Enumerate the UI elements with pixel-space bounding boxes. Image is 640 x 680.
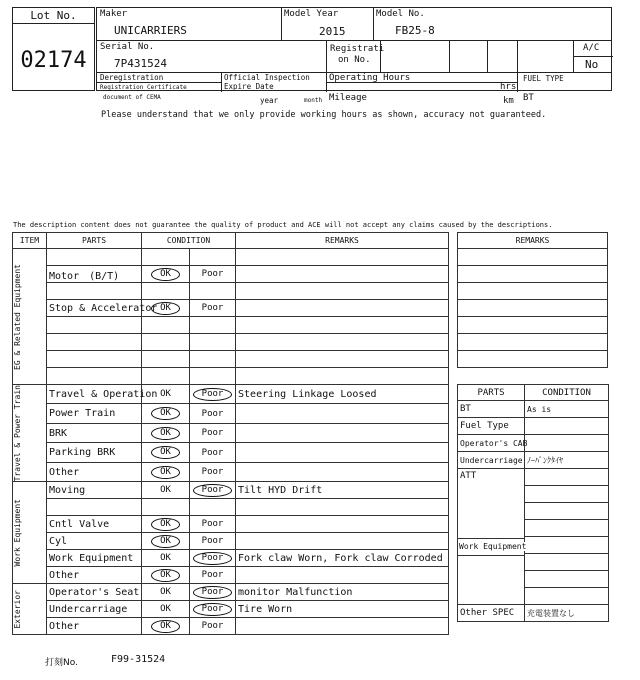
part-cell: Power Train (47, 404, 142, 423)
poor-mark: Poor (201, 269, 224, 279)
ok-mark: OK (160, 389, 171, 400)
table-row (13, 334, 449, 351)
ok-mark: OK (151, 407, 180, 420)
fuel-type-value: BT (523, 93, 534, 103)
poor-mark: Poor (201, 447, 224, 458)
item-group-label: Exterior (13, 590, 22, 629)
table-row (13, 601, 449, 618)
parts-box-other-spec (457, 604, 609, 622)
ok-mark: OK (151, 518, 180, 531)
ac-label: A/C (583, 43, 600, 53)
poor-mark: Poor (201, 428, 224, 439)
poor-mark: Poor (201, 408, 224, 419)
parts-box-condition (525, 435, 609, 452)
table-row (13, 482, 449, 499)
lot-box (12, 7, 95, 91)
remarks-header: REMARKS (236, 233, 449, 249)
table-row (13, 567, 449, 584)
cema-label: document of CEMA (103, 94, 161, 101)
remark-cell: Tire Worn (236, 601, 449, 618)
part-cell: Travel & Operation (47, 385, 142, 404)
remark-cell: Steering Linkage Loosed (236, 385, 449, 404)
parts-box (457, 384, 609, 605)
ok-mark: OK (160, 587, 171, 598)
part-cell: Motor (B/T) (47, 266, 142, 283)
operating-hours-label: Operating Hours (329, 73, 411, 83)
parts-box-part: Undercarriage (458, 452, 525, 469)
poor-mark: Poor (193, 603, 233, 616)
part-cell (47, 283, 142, 300)
parts-box-parts-header: PARTS (458, 385, 525, 401)
part-cell: BRK (47, 423, 142, 442)
serial-value: 7P431524 (114, 57, 167, 70)
part-cell: Parking BRK (47, 443, 142, 462)
stamp-value: F99-31524 (111, 654, 166, 665)
remark-cell (236, 516, 449, 533)
part-cell: Moving (47, 482, 142, 499)
poor-mark: Poor (193, 552, 233, 565)
registration-label: Registrati (330, 44, 385, 54)
official-inspection-label: Official Inspection (224, 73, 310, 82)
table-row (13, 516, 449, 533)
remark-cell (236, 618, 449, 635)
part-cell (47, 317, 142, 334)
parts-box-part: Fuel Type (458, 418, 525, 435)
part-cell (47, 351, 142, 368)
part-cell: Cntl Valve (47, 516, 142, 533)
parts-box-part: BT (458, 401, 525, 418)
registration-label-2: on No. (338, 55, 371, 65)
header-grid (96, 7, 612, 106)
poor-mark: Poor (193, 388, 233, 401)
remark-cell: monitor Malfunction (236, 584, 449, 601)
table-row (13, 317, 449, 334)
remarks-box-header: REMARKS (458, 233, 608, 249)
parts-box-condition (525, 418, 609, 435)
poor-mark: Poor (201, 570, 224, 581)
model-year-value: 2015 (319, 25, 346, 38)
remark-cell (236, 423, 449, 442)
item-group-label: Travel & Power Train (13, 385, 22, 482)
ok-mark: OK (160, 553, 171, 564)
table-row (13, 618, 449, 635)
table-row (13, 351, 449, 368)
part-cell: Undercarriage (47, 601, 142, 618)
ok-mark: OK (160, 604, 171, 615)
table-row (13, 249, 449, 266)
year-label: year (260, 96, 279, 105)
maker-value: UNICARRIERS (114, 24, 187, 37)
hrs-label: hrs (500, 82, 517, 92)
km-label: km (503, 96, 514, 106)
parts-box-part: Other SPEC (458, 605, 525, 622)
stamp-label: 打刻No. (45, 658, 78, 668)
table-row (13, 283, 449, 300)
ok-mark: OK (151, 535, 180, 548)
remark-cell (236, 443, 449, 462)
table-row (13, 385, 449, 404)
part-cell: Other (47, 618, 142, 635)
table-row (13, 300, 449, 317)
remark-cell (236, 351, 449, 368)
parts-box-condition-header: CONDITION (525, 385, 609, 401)
part-cell: Work Equipment (47, 550, 142, 567)
parts-box-condition (525, 469, 609, 486)
table-row (13, 533, 449, 550)
ok-mark: OK (151, 427, 180, 440)
part-cell (47, 368, 142, 385)
poor-mark: Poor (201, 303, 224, 313)
table-row (13, 462, 449, 482)
remarks-box (457, 232, 608, 368)
ok-mark: OK (151, 302, 180, 315)
expire-date-label: Expire Date (224, 82, 274, 91)
remark-cell (236, 300, 449, 317)
poor-mark: Poor (201, 519, 224, 530)
condition-header: CONDITION (142, 233, 236, 249)
remark-cell: Fork claw Worn, Fork claw Corroded (236, 550, 449, 567)
remark-cell: Tilt HYD Drift (236, 482, 449, 499)
mileage-label: Mileage (329, 93, 367, 103)
remark-cell (236, 368, 449, 385)
part-cell (47, 334, 142, 351)
deregistration-label: Deregistration (100, 73, 164, 82)
ac-value: No (585, 58, 599, 71)
parts-box-condition: 充電装置なし (525, 605, 609, 622)
remark-cell (236, 462, 449, 482)
model-no-label: Model No. (376, 9, 425, 19)
model-no-value: FB25-8 (395, 24, 435, 37)
remark-cell (236, 249, 449, 266)
hours-notice: Please understand that we only provide working hours as shown, accuracy not guaranteed. (101, 110, 547, 120)
part-cell: Operator's Seat (47, 584, 142, 601)
table-row (13, 404, 449, 423)
ok-mark: OK (151, 569, 180, 582)
lot-label: Lot No. (30, 9, 77, 22)
remark-cell (236, 334, 449, 351)
fuel-type-label: FUEL TYPE (523, 74, 564, 83)
ok-mark: OK (151, 620, 180, 633)
remark-cell (236, 317, 449, 334)
remark-cell (236, 266, 449, 283)
maker-label: Maker (100, 9, 128, 19)
parts-box-part: ATT (458, 469, 525, 605)
poor-mark: Poor (201, 621, 224, 632)
poor-mark: Poor (193, 484, 233, 497)
part-cell (47, 499, 142, 516)
parts-header: PARTS (47, 233, 142, 249)
part-cell: Stop & Accelerator (47, 300, 142, 317)
ok-mark: OK (151, 466, 180, 479)
ok-mark: OK (151, 446, 180, 459)
table-row (13, 266, 449, 283)
remark-cell (236, 567, 449, 584)
table-row (13, 550, 449, 567)
part-cell: Cyl (47, 533, 142, 550)
poor-mark: Poor (201, 536, 224, 547)
poor-mark: Poor (201, 467, 224, 478)
table-row (13, 584, 449, 601)
month-label: month (304, 97, 323, 104)
part-cell (47, 249, 142, 266)
remark-cell (236, 283, 449, 300)
remark-cell (236, 499, 449, 516)
parts-box-condition: ﾉｰﾊﾟﾝｸﾀｲﾔ (525, 452, 609, 469)
remark-cell (236, 404, 449, 423)
inspection-table (12, 232, 449, 635)
parts-box-part: Operator's CAB (458, 435, 525, 452)
table-row (13, 499, 449, 516)
table-row (13, 423, 449, 442)
parts-box-work-equipment: Work Equipment (459, 542, 527, 551)
remark-cell (236, 533, 449, 550)
part-cell: Other (47, 567, 142, 584)
item-header: ITEM (13, 233, 47, 249)
ok-mark: OK (151, 268, 180, 281)
table-row (13, 443, 449, 462)
parts-box-condition: As is (525, 401, 609, 418)
part-cell: Other (47, 462, 142, 482)
ok-mark: OK (160, 485, 171, 496)
lot-number: 02174 (20, 48, 87, 73)
table-row (13, 368, 449, 385)
description-notice: The description content does not guarantee the quality of product and ACE will not accept any claims caused by the descriptions. (13, 221, 553, 229)
model-year-label: Model Year (284, 9, 339, 19)
poor-mark: Poor (193, 586, 233, 599)
item-group-label: Work Equipment (13, 499, 22, 567)
serial-label: Serial No. (100, 42, 155, 52)
registration-certificate-label: Registration Certificate (100, 84, 187, 91)
item-group-label: EG & Related Equipment (13, 263, 22, 370)
